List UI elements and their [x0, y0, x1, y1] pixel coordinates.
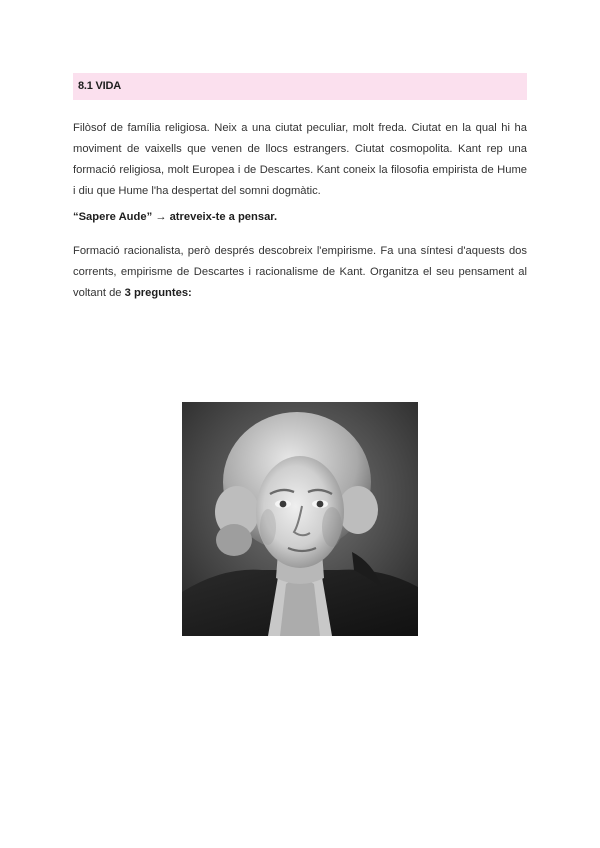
portrait-illustration — [182, 402, 418, 636]
paragraph-vida: Filòsof de família religiosa. Neix a una ciutat peculiar, molt freda. Ciutat en la qual hi ha moviment de vaixells que venen de llocs estrangers. Ciutat cosmopolita. Kant rep una formació religiosa, molt Europea i de Descartes. Kant coneix la filosofia empirista de Hume i diu que Hume l'ha despertat del somni dogmàtic. — [73, 122, 527, 197]
section-title: 8.1 VIDA — [78, 80, 122, 92]
paragraph-formacio-text: Formació racionalista, però després descobreix l'empirisme. Fa una síntesi d'aquests dos corrents, empirisme de Descartes i racionalisme de Kant. Organitza el seu pensament al voltant de — [73, 245, 527, 299]
portrait-image — [182, 402, 418, 636]
motto-paragraph: “Sapere Aude” → atreveix-te a pensar. — [73, 211, 278, 223]
preguntes-emphasis: 3 preguntes: — [124, 287, 192, 299]
section-header — [73, 73, 527, 100]
paragraph-formacio — [73, 241, 527, 304]
